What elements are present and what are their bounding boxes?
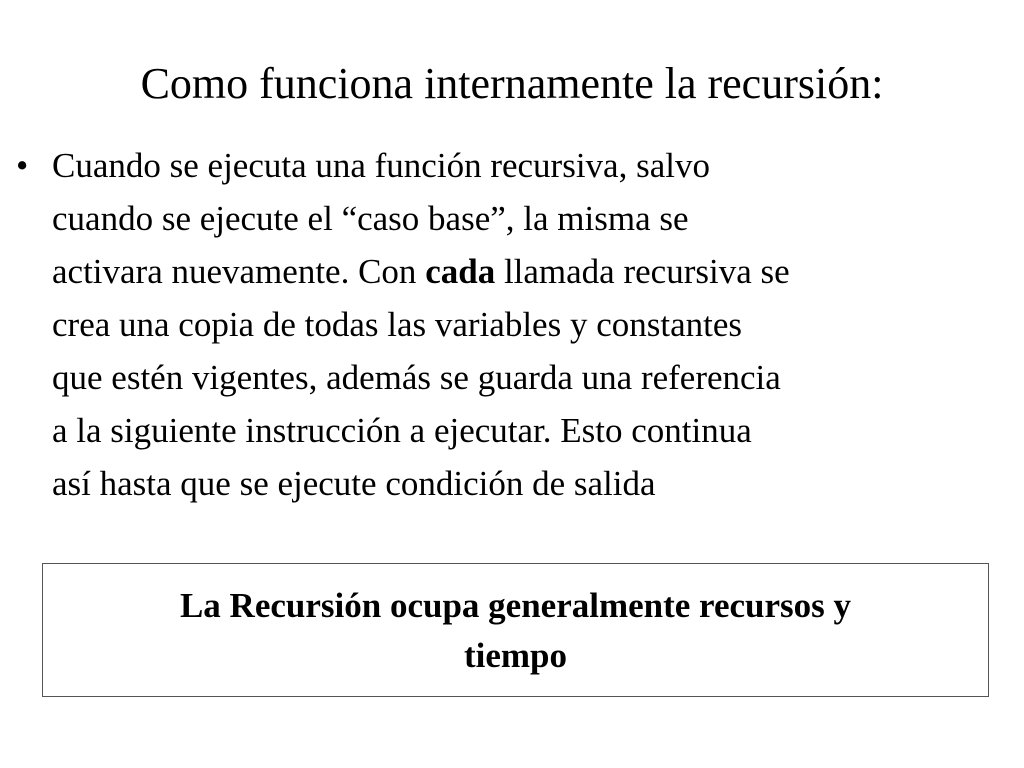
bullet-list (14, 139, 1020, 510)
bullet-text-after: llamada recursiva se crea una copia de todas las variables y constantes que estén vigentes, además se guarda una referencia a la siguiente instrucción a ejecutar. Esto continua así hasta que se ejecute condición de salida (52, 252, 790, 503)
bullet-dot-icon: • (16, 146, 29, 185)
callout-text: La Recursión ocupa generalmente recursos y tiempo (179, 586, 852, 675)
bullet-text-bold: cada (425, 252, 496, 291)
callout-box (42, 563, 989, 697)
bullet-item (14, 139, 1020, 510)
slide-title: Como funciona internamente la recursión: (140, 59, 884, 108)
bullet-text-before: Cuando se ejecuta una función recursiva, salvo cuando se ejecute el “caso base”, la misma se activara nuevamente. Con (52, 146, 710, 291)
bullet-paragraph (52, 139, 1020, 510)
